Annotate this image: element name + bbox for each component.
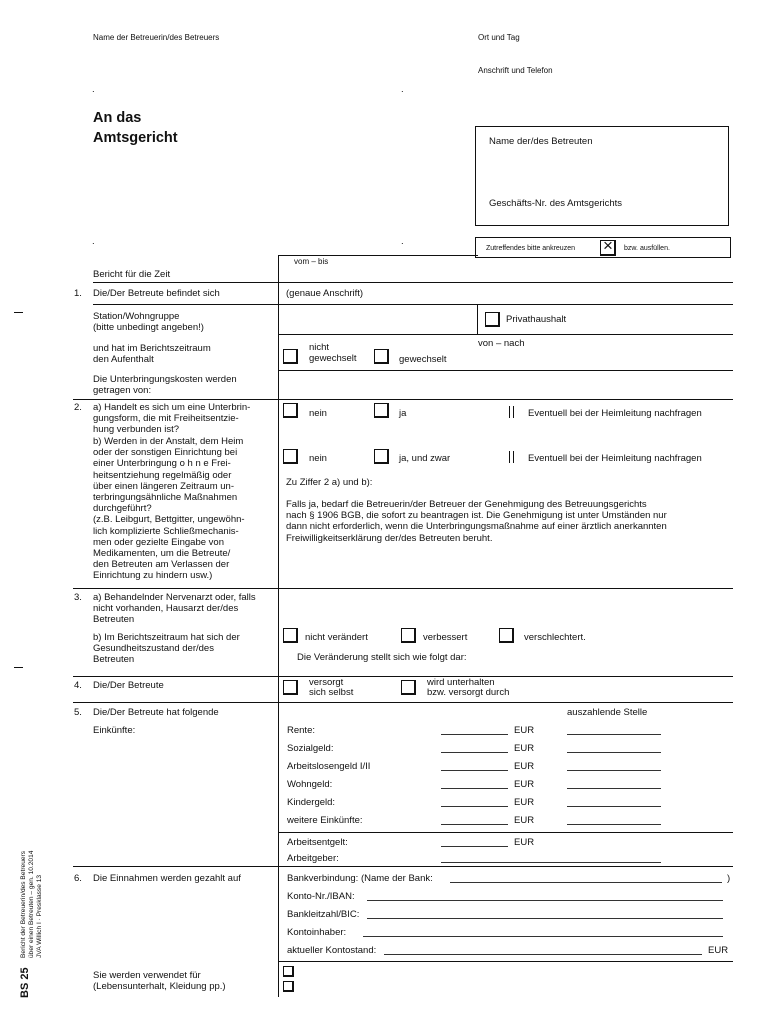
heimleitung-hint: Eventuell bei der Heimleitung nachfragen: [528, 453, 702, 464]
addressee-line1: An das: [93, 110, 142, 126]
auszahlende-stelle-header: auszahlende Stelle: [567, 707, 648, 718]
rule: [278, 334, 733, 335]
arbeitgeber-label: Arbeitgeber:: [287, 853, 339, 864]
2a-nein-checkbox[interactable]: [283, 403, 298, 418]
closing-paren: ): [727, 873, 731, 884]
veraenderung-label: Die Veränderung stellt sich wie folgt dar:: [297, 652, 467, 663]
income-row-label: Wohngeld:: [287, 779, 333, 790]
kontostand-label: aktueller Kontostand:: [287, 945, 377, 956]
gewechselt-label: gewechselt: [399, 354, 447, 365]
currency-label: EUR: [514, 779, 535, 790]
versorgt-selbst-checkbox[interactable]: [283, 680, 298, 695]
section-3b-label: b) Im Berichtszeitraum hat sich der Gesundheitszustand der/des Betreuten: [93, 632, 240, 666]
section-1-label: Die/Der Betreute befindet sich: [93, 288, 220, 299]
2b-nein-checkbox[interactable]: [283, 449, 298, 464]
payer-field[interactable]: [567, 770, 661, 771]
currency-label: EUR: [514, 837, 535, 848]
instruction-text-2: bzw. ausfüllen.: [624, 245, 670, 252]
dot-mark: .: [92, 84, 95, 95]
amount-field[interactable]: [441, 770, 508, 771]
section-4-label: Die/Der Betreute: [93, 680, 164, 691]
section-6-label: Die Einnahmen werden gezahlt auf: [93, 873, 241, 884]
rule: [73, 702, 733, 703]
rule: [93, 304, 733, 305]
versorgt-selbst-label: versorgt sich selbst: [309, 677, 354, 698]
currency-label: EUR: [514, 725, 535, 736]
rule: [93, 282, 733, 283]
verwendung-checkbox[interactable]: [283, 981, 294, 992]
nicht-veraendert-checkbox[interactable]: [283, 628, 298, 643]
genaue-anschrift-label: (genaue Anschrift): [286, 288, 364, 299]
arbeitgeber-field[interactable]: [441, 862, 661, 863]
amount-field[interactable]: [441, 788, 508, 789]
amount-field[interactable]: [441, 824, 508, 825]
verbessert-checkbox[interactable]: [401, 628, 416, 643]
form-footer-text: Bericht der Betreuerin/des Betreuers über einen Betreuten – gen. 10.2014 JVA Willich I · Presklasse 13: [20, 850, 43, 958]
payer-field[interactable]: [567, 806, 661, 807]
arbeitsentgelt-label: Arbeitsentgelt:: [287, 837, 348, 848]
form-id: BS 25: [19, 967, 31, 998]
von-nach-label: von – nach: [478, 338, 525, 349]
currency-label: EUR: [514, 797, 535, 808]
double-bar-icon: [509, 406, 514, 418]
instruction-text: Zutreffendes bitte ankreuzen: [486, 245, 575, 252]
ja-label: ja: [399, 408, 407, 419]
kontoinhaber-field[interactable]: [363, 936, 723, 937]
geschaefts-nr-label: Geschäfts-Nr. des Amtsgerichts: [489, 198, 623, 209]
2b-ja-checkbox[interactable]: [374, 449, 389, 464]
nein-label: nein: [309, 408, 327, 419]
betreuten-name-label: Name der/des Betreuten: [489, 136, 593, 147]
amount-field[interactable]: [441, 752, 508, 753]
einkuenfte-label: Einkünfte:: [93, 725, 136, 736]
wird-unterhalten-label: wird unterhalten bzw. versorgt durch: [427, 677, 510, 698]
payer-field[interactable]: [567, 734, 661, 735]
wird-unterhalten-checkbox[interactable]: [401, 680, 416, 695]
cross-mark-icon: ×: [603, 236, 613, 255]
verwendung-checkbox[interactable]: [283, 966, 294, 977]
aufenthalt-label: und hat im Berichtszeitraum den Aufenthalt: [93, 343, 211, 366]
iban-field[interactable]: [367, 900, 723, 901]
income-row-label: Rente:: [287, 725, 315, 736]
payer-field[interactable]: [567, 788, 661, 789]
currency-label: EUR: [514, 761, 535, 772]
section-number: 6.: [74, 873, 82, 884]
income-row-label: Kindergeld:: [287, 797, 336, 808]
nicht-veraendert-label: nicht verändert: [305, 632, 368, 643]
privathaushalt-label: Privathaushalt: [506, 314, 567, 325]
heimleitung-hint: Eventuell bei der Heimleitung nachfragen: [528, 408, 702, 419]
betreuer-name-label: Name der Betreuerin/des Betreuers: [93, 33, 220, 42]
payer-field[interactable]: [567, 752, 661, 753]
kosten-label: Die Unterbringungskosten werden getragen von:: [93, 374, 237, 397]
verschlechtert-checkbox[interactable]: [499, 628, 514, 643]
verbessert-label: verbessert: [423, 632, 468, 643]
section-5-label: Die/Der Betreute hat folgende: [93, 707, 219, 718]
nein-label: nein: [309, 453, 327, 464]
verwendung-label: Sie werden verwendet für (Lebensunterhalt, Kleidung pp.): [93, 970, 226, 993]
section-2a-question: a) Handelt es sich um eine Unterbrin- gungsform, die mit Freiheitsentzie- hung verbunden ist?: [93, 402, 251, 436]
ort-tag-label: Ort und Tag: [478, 33, 520, 42]
fold-mark: [14, 667, 23, 668]
bank-name-field[interactable]: [450, 882, 722, 883]
rule: [73, 866, 733, 867]
kontostand-field[interactable]: [384, 954, 702, 955]
section-number: 2.: [74, 402, 82, 413]
rule: [73, 676, 733, 677]
amount-field[interactable]: [441, 806, 508, 807]
rule: [278, 832, 733, 833]
currency-label: EUR: [514, 743, 535, 754]
rule: [278, 961, 733, 962]
currency-label: EUR: [708, 945, 729, 956]
column-divider: [278, 255, 279, 997]
currency-label: EUR: [514, 815, 535, 826]
nicht-gewechselt-label: nicht gewechselt: [309, 342, 357, 365]
rule: [477, 304, 478, 334]
konto-label: Konto-Nr./IBAN:: [287, 891, 355, 902]
payer-field[interactable]: [567, 824, 661, 825]
rule: [278, 255, 478, 256]
dot-mark: .: [401, 84, 404, 95]
zu-ziffer-label: Zu Ziffer 2 a) und b):: [286, 477, 373, 488]
section-2b-question: b) Werden in der Anstalt, dem Heim oder der sonstigen Einrichtung bei einer Unterbringung o h n e Frei- heitsentziehung regelmäßig oder über einen längeren Zeitraum un- terbringungsähnliche Maßnahmen durchgeführt? (z.B. Leibgurt, Bettgitter, ungewöhn- lich komplizierte Schließmechanis- men oder gezielte Eingabe von Medikamenten, um die Betreute/ den Betreuten am Verlassen der Einrichtung zu hindern usw.): [93, 436, 245, 582]
station-label: Station/Wohngruppe (bitte unbedingt angeben!): [93, 311, 204, 334]
section-number: 4.: [74, 680, 82, 691]
arbeitsentgelt-field[interactable]: [441, 846, 508, 847]
income-row-label: Sozialgeld:: [287, 743, 334, 754]
kontoinhaber-label: Kontoinhaber:: [287, 927, 347, 938]
section-number: 5.: [74, 707, 82, 718]
bic-field[interactable]: [367, 918, 723, 919]
section-number: 3.: [74, 592, 82, 603]
gewechselt-checkbox[interactable]: [374, 349, 389, 364]
anschrift-telefon-label: Anschrift und Telefon: [478, 66, 553, 75]
double-bar-icon: [509, 451, 514, 463]
2a-ja-checkbox[interactable]: [374, 403, 389, 418]
rule: [73, 588, 733, 589]
ja-und-zwar-label: ja, und zwar: [399, 453, 451, 464]
nicht-gewechselt-checkbox[interactable]: [283, 349, 298, 364]
rule: [278, 370, 733, 371]
income-row-label: weitere Einkünfte:: [287, 815, 363, 826]
section-number: 1.: [74, 288, 82, 299]
blz-label: Bankleitzahl/BIC:: [287, 909, 360, 920]
section-3a-label: a) Behandelnder Nervenarzt oder, falls nicht vorhanden, Hausarzt der/des Betreuten: [93, 592, 256, 626]
privathaushalt-checkbox[interactable]: [485, 312, 500, 327]
bankverbindung-label: Bankverbindung: (Name der Bank:: [287, 873, 433, 884]
dot-mark: .: [92, 236, 95, 247]
income-row-label: Arbeitslosengeld I/II: [287, 761, 371, 772]
genehmigung-note: Falls ja, bedarf die Betreuerin/der Betreuer der Genehmigung des Betreuungsgerichts nach § 1906 BGB, die sofort zu beantragen ist. Die Genehmigung ist unter Umständen nur dann nicht erforderlich, wenn die Unterbringungsmaßnahme auf einer ärztlich anerkannten Freiwilligkeitserklärung der/des Betreuten beruht.: [286, 499, 667, 544]
rule: [73, 399, 733, 400]
addressee-line2: Amtsgericht: [93, 130, 178, 146]
amount-field[interactable]: [441, 734, 508, 735]
vom-bis-label: vom – bis: [294, 257, 329, 266]
bericht-zeit-label: Bericht für die Zeit: [93, 269, 171, 280]
dot-mark: .: [401, 236, 404, 247]
fold-mark: [14, 312, 23, 313]
verschlechtert-label: verschlechtert.: [524, 632, 586, 643]
addressee-block: [93, 108, 178, 148]
